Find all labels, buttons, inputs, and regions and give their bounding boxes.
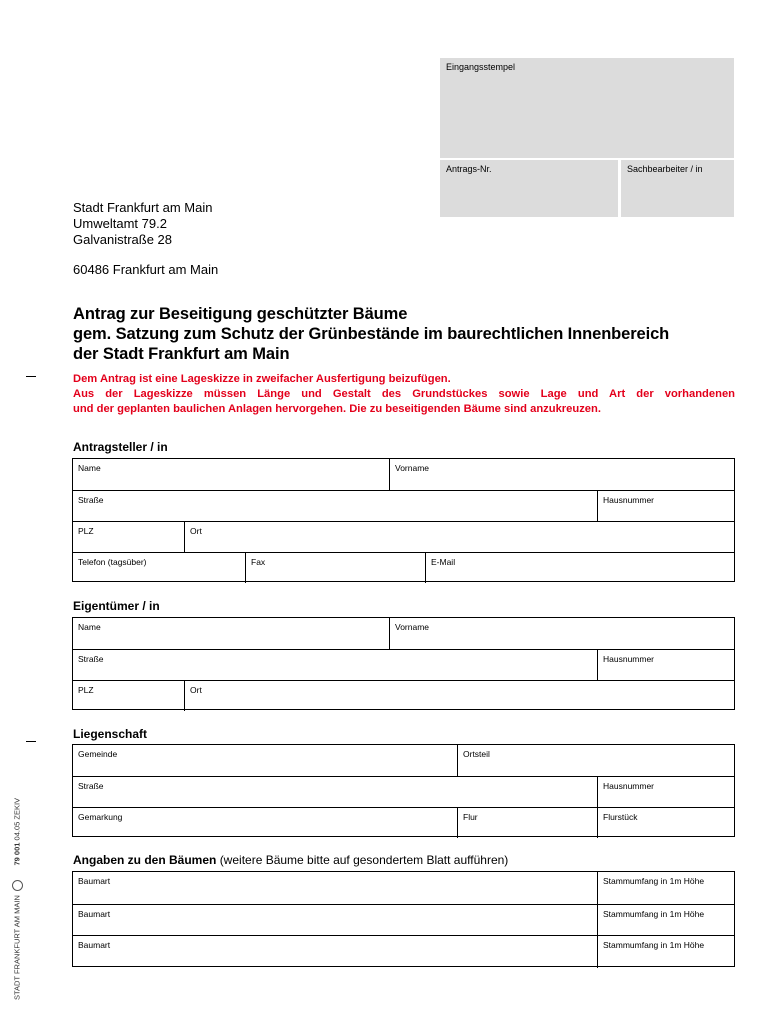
liegenschaft-gemeinde-field[interactable]: Gemeinde [78,749,118,759]
eingangsstempel-label: Eingangsstempel [446,62,516,72]
antragsteller-table [72,458,735,582]
sidebar-code-rest: 04.05 ZEKIV [12,797,22,841]
antragsteller-plz-field[interactable]: PLZ [78,526,94,536]
stammumfang-field[interactable]: Stammumfang in 1m Höhe [597,936,734,968]
notice-line-2: Aus der Lageskizze müssen Länge und Gestalt des Grundstückes sowie Lage und Art der vorhandenen [73,388,735,400]
address-line-1: Stadt Frankfurt am Main [73,200,213,215]
eigentuemer-plz-field[interactable]: PLZ [78,685,94,695]
antragsteller-strasse-field[interactable]: Straße [78,495,104,505]
antragsteller-email-field[interactable]: E-Mail [425,553,734,583]
address-line-3: Galvanistraße 28 [73,232,172,247]
sidebar-code-bold: 79 001 [12,842,22,866]
title-line-1: Antrag zur Beseitigung geschützter Bäume [73,305,408,323]
notice-line-3: und der geplanten baulichen Anlagen hervorgehen. Die zu beseitigenden Bäume sind anzukreuzen. [73,403,601,415]
sachbearbeiter-box[interactable] [621,160,734,217]
liegenschaft-heading: Liegenschaft [73,727,148,741]
form-title [73,304,669,364]
notice-text [73,372,735,417]
baum-row [73,935,734,968]
sachbearbeiter-label: Sachbearbeiter / in [627,164,703,174]
liegenschaft-ortsteil-field[interactable]: Ortsteil [457,745,734,776]
eigentuemer-hausnummer-field[interactable]: Hausnummer [597,650,734,681]
eigentuemer-ort-field[interactable]: Ort [184,681,734,711]
notice-line-1: Dem Antrag ist eine Lageskizze in zweifacher Ausfertigung beizufügen. [73,373,451,385]
liegenschaft-flurstueck-field[interactable]: Flurstück [597,808,734,838]
address-line-4: 60486 Frankfurt am Main [73,262,219,277]
fold-mark-top [26,376,36,377]
antragsteller-hausnummer-field[interactable]: Hausnummer [597,491,734,522]
liegenschaft-gemarkung-field[interactable]: Gemarkung [78,812,123,822]
eigentuemer-name-field[interactable]: Name [78,622,101,632]
baumart-field[interactable]: Baumart [78,876,111,886]
baum-row [73,872,734,904]
sidebar-form-code [12,798,23,1000]
baum-row [73,904,734,936]
city-seal-icon [12,880,23,891]
antragsnr-box[interactable] [440,160,618,217]
sidebar-city: STADT FRANKFURT AM MAIN [12,895,22,1000]
liegenschaft-table [72,744,735,837]
address-line-2: Umweltamt 79.2 [73,216,167,231]
baeume-heading [73,853,508,867]
eigentuemer-vorname-field[interactable]: Vorname [389,618,734,649]
baumart-field[interactable]: Baumart [78,940,111,950]
eigentuemer-table [72,617,735,710]
antragsteller-telefon-field[interactable]: Telefon (tagsüber) [78,557,147,567]
recipient-address [73,200,218,278]
eingangsstempel-box [440,58,734,158]
liegenschaft-flur-field[interactable]: Flur [457,808,597,838]
baumart-field[interactable]: Baumart [78,909,111,919]
antragsteller-heading: Antragsteller / in [73,440,168,454]
stammumfang-field[interactable]: Stammumfang in 1m Höhe [597,872,734,904]
liegenschaft-hausnummer-field[interactable]: Hausnummer [597,777,734,808]
eigentuemer-strasse-field[interactable]: Straße [78,654,104,664]
liegenschaft-strasse-field[interactable]: Straße [78,781,104,791]
antragsteller-ort-field[interactable]: Ort [184,522,734,553]
baeume-heading-title: Angaben zu den Bäumen [73,853,217,867]
antragsnr-label: Antrags-Nr. [446,164,492,174]
fold-mark-bottom [26,741,36,742]
antragsteller-fax-field[interactable]: Fax [245,553,425,583]
baeume-table [72,871,735,967]
antragsteller-vorname-field[interactable]: Vorname [389,459,734,490]
baeume-heading-note: (weitere Bäume bitte auf gesondertem Blatt aufführen) [219,853,509,867]
title-line-3: der Stadt Frankfurt am Main [73,345,290,363]
title-line-2: gem. Satzung zum Schutz der Grünbestände im baurechtlichen Innenbereich [73,325,670,343]
eigentuemer-heading: Eigentümer / in [73,599,160,613]
stammumfang-field[interactable]: Stammumfang in 1m Höhe [597,905,734,936]
antragsteller-name-field[interactable]: Name [78,463,101,473]
